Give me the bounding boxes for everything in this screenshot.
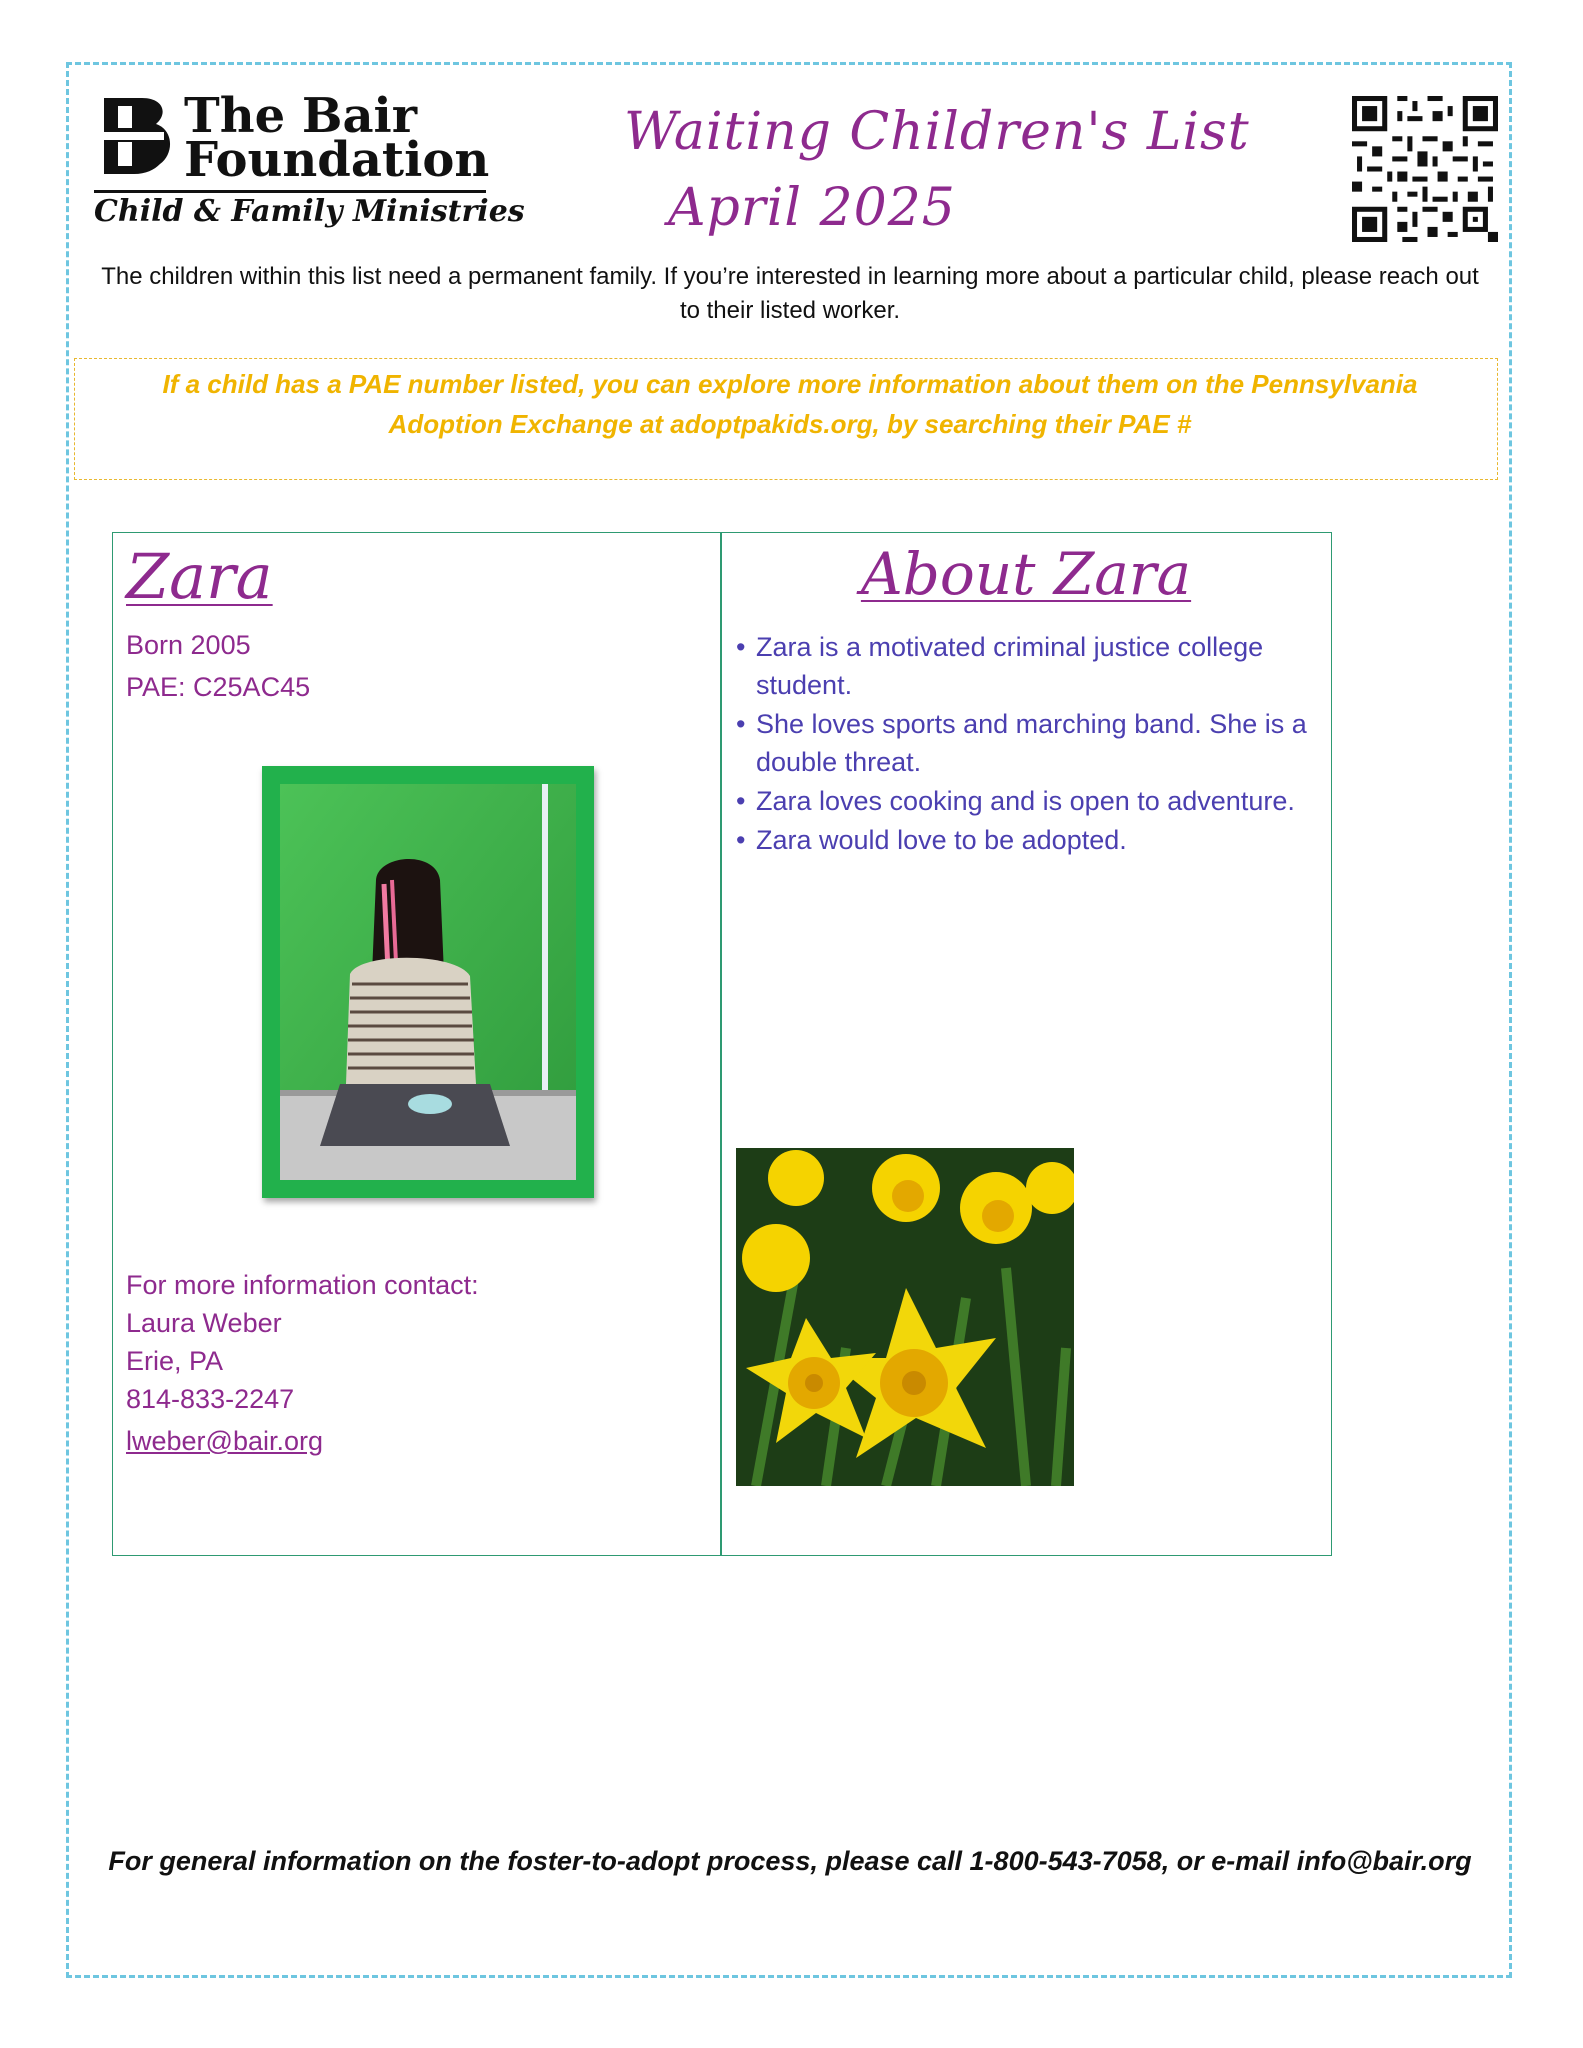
logo-tagline: Child & Family Ministries <box>94 194 525 229</box>
logo-line-2: Foundation <box>184 132 490 188</box>
contact-name: Laura Weber <box>126 1308 282 1338</box>
contact-email-link[interactable]: lweber@bair.org <box>126 1426 324 1456</box>
page-title: Waiting Children's List <box>624 102 1250 162</box>
about-item: • She loves sports and marching band. She is a double threat. <box>736 705 1316 781</box>
logo-line-1: The Bair <box>184 88 418 144</box>
about-title: About Zara <box>860 540 1192 608</box>
child-photo-frame <box>262 766 594 1198</box>
about-list <box>736 628 1316 860</box>
contact-phone: 814-833-2247 <box>126 1384 295 1414</box>
child-born: Born 2005 <box>126 630 251 660</box>
pae-notice-text: If a child has a PAE number listed, you can explore more information about them on the Pennsylvania Adoption Exchange at adoptpakids.org, by searching their PAE # <box>162 369 1418 439</box>
about-item: • Zara loves cooking and is open to adventure. <box>736 782 1316 820</box>
contact-location: Erie, PA <box>126 1346 224 1376</box>
qr-code-icon[interactable] <box>1352 96 1498 242</box>
footer-text: For general information on the foster-to-adopt process, please call 1-800-543-7058, or e-mail info@bair.org <box>108 1846 1472 1876</box>
logo-rule <box>94 190 486 193</box>
child-pae-number: PAE: C25AC45 <box>126 672 311 702</box>
card-divider <box>720 532 722 1556</box>
daffodil-image <box>736 1148 1074 1486</box>
logo-b-mark-icon <box>94 92 176 180</box>
child-name: Zara <box>126 540 273 613</box>
contact-heading: For more information contact: <box>126 1270 479 1300</box>
intro-text: The children within this list need a permanent family. If you’re interested in learning more about a particular child, please reach out to their listed worker. <box>101 263 1479 324</box>
about-item: • Zara is a motivated criminal justice college student. <box>736 628 1316 704</box>
page-date: April 2025 <box>668 178 956 238</box>
about-item: • Zara would love to be adopted. <box>736 821 1316 859</box>
bair-foundation-logo <box>94 88 525 232</box>
child-photo <box>280 784 576 1180</box>
